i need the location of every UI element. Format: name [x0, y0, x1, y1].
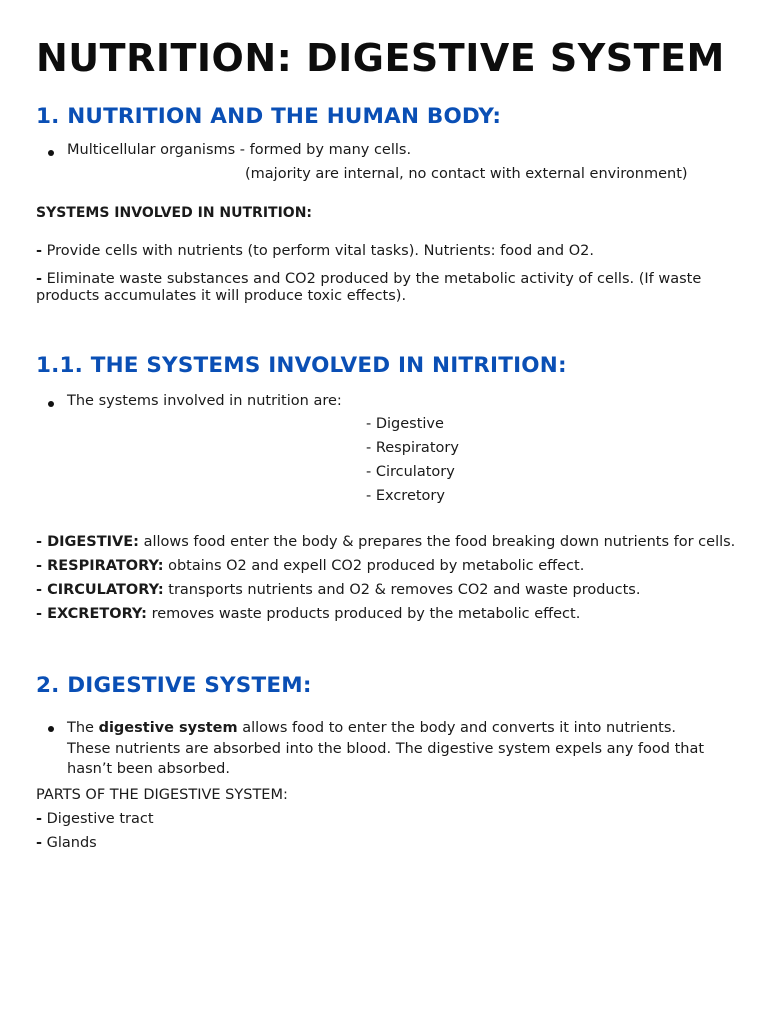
definition-excretory: - EXCRETORY: removes waste products produced by the metabolic effect.: [36, 606, 581, 622]
definition-circulatory: - CIRCULATORY: transports nutrients and O2 & removes CO2 and waste products.: [36, 582, 641, 598]
systems-heading: SYSTEMS INVOLVED IN NUTRITION:: [36, 205, 313, 221]
bullet-icon: [48, 150, 54, 156]
section-heading-systems: 1.1. THE SYSTEMS INVOLVED IN NITRITION:: [36, 353, 567, 378]
bullet-icon: [48, 401, 54, 407]
system-list-item: - Circulatory: [366, 464, 455, 480]
section-heading-digestive: 2. DIGESTIVE SYSTEM:: [36, 673, 312, 698]
system-list-item: - Excretory: [366, 488, 445, 504]
parts-heading: PARTS OF THE DIGESTIVE SYSTEM:: [36, 787, 288, 803]
bullet-text: The systems involved in nutrition are:: [67, 393, 342, 409]
bullet-text: The digestive system allows food to enter the body and converts it into nutrients. These nutrients are absorbed into the blood. The digestive system expels any food that hasn’t been absorbed.: [67, 720, 705, 777]
definition-respiratory: - RESPIRATORY: obtains O2 and expell CO2 produced by metabolic effect.: [36, 558, 585, 574]
system-list-item: - Respiratory: [366, 440, 459, 456]
list-item: - Eliminate waste substances and CO2 produced by the metabolic activity of cells. (If waste products accumulates it will produce toxic effects).: [36, 271, 702, 304]
bullet-icon: [48, 726, 54, 732]
definition-digestive: - DIGESTIVE: allows food enter the body & prepares the food breaking down nutrients for cells.: [36, 534, 736, 550]
list-item: - Provide cells with nutrients (to perform vital tasks). Nutrients: food and O2.: [36, 243, 594, 259]
section-heading-nutrition: 1. NUTRITION AND THE HUMAN BODY:: [36, 104, 502, 129]
list-item: - Glands: [36, 835, 97, 851]
bullet-text: Multicellular organisms - formed by many cells.: [67, 142, 412, 158]
note-text: (majority are internal, no contact with external environment): [245, 166, 688, 182]
page-title: NUTRITION: DIGESTIVE SYSTEM: [36, 36, 725, 80]
system-list-item: - Digestive: [366, 416, 444, 432]
list-item: - Digestive tract: [36, 811, 154, 827]
